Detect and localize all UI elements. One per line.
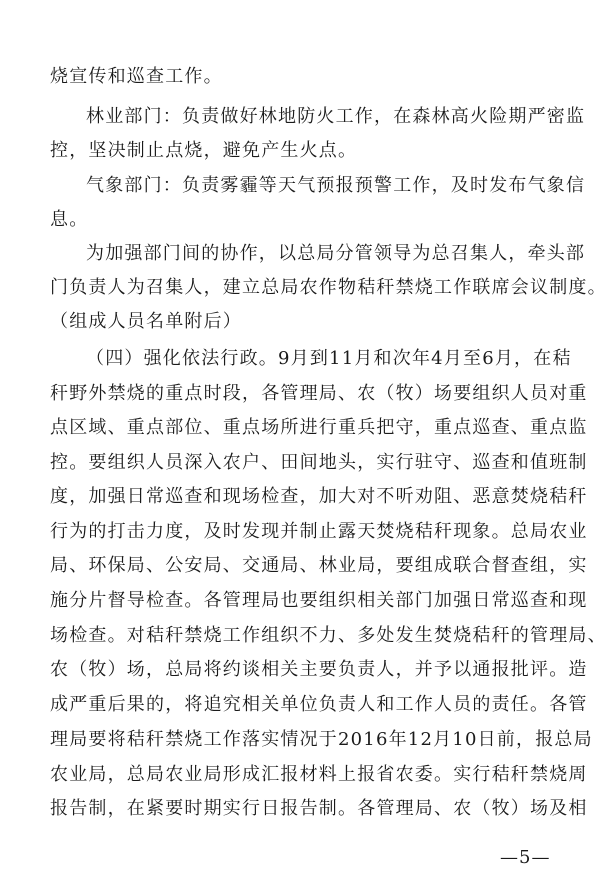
page-number: —5— (500, 847, 551, 868)
text-line-10: 秆野外禁烧的重点时段，各管理局、农（牧）场要组织人员对重 (50, 383, 588, 404)
text-line-9: （四）强化依法行政。9月到11月和次年4月至6月，在秸 (86, 348, 572, 369)
text-line-6: 为加强部门间的协作，以总局分管领导为总召集人，牵头部 (86, 243, 586, 264)
text-line-12: 控。要组织人员深入农户、田间地头，实行驻守、巡查和值班制 (50, 452, 588, 473)
text-line-21: 农业局，总局农业局形成汇报材料上报省农委。实行秸秆禁烧周 (50, 764, 588, 785)
text-line-4: 气象部门：负责雾霾等天气预报预警工作，及时发布气象信 (86, 175, 586, 196)
text-line-16: 施分片督导检查。各管理局也要组织相关部门加强日常巡查和现 (50, 590, 588, 611)
text-line-11: 点区域、重点部位、重点场所进行重兵把守，重点巡查、重点监 (50, 417, 588, 438)
text-line-19: 成严重后果的，将追究相关单位负责人和工作人员的责任。各管 (50, 694, 588, 715)
text-line-8: （组成人员名单附后） (50, 311, 242, 332)
text-line-17: 场检查。对秸秆禁烧工作组织不力、多处发生焚烧秸秆的管理局、 (50, 625, 607, 646)
text-line-13: 度，加强日常巡查和现场检查，加大对不听劝阻、恶意焚烧秸秆 (50, 486, 588, 507)
text-line-5: 息。 (50, 209, 89, 230)
text-line-18: 农（牧）场，总局将约谈相关主要负责人，并予以通报批评。造 (50, 659, 588, 680)
text-line-7: 门负责人为召集人，建立总局农作物秸秆禁烧工作联席会议制度。 (50, 277, 607, 298)
text-line-20: 理局要将秸秆禁烧工作落实情况于2016年12月10日前，报总局 (50, 729, 593, 750)
text-line-15: 局、环保局、公安局、交通局、林业局，要组成联合督查组，实 (50, 555, 588, 576)
text-line-14: 行为的打击力度，及时发现并制止露天焚烧秸秆现象。总局农业 (50, 521, 588, 542)
text-line-22: 报告制，在紧要时期实行日报告制。各管理局、农（牧）场及相 (50, 798, 588, 819)
text-line-2: 林业部门：负责做好林地防火工作，在森林高火险期严密监 (86, 106, 586, 127)
text-line-1: 烧宣传和巡查工作。 (50, 66, 223, 87)
text-line-3: 控，坚决制止点烧，避免产生火点。 (50, 140, 358, 161)
